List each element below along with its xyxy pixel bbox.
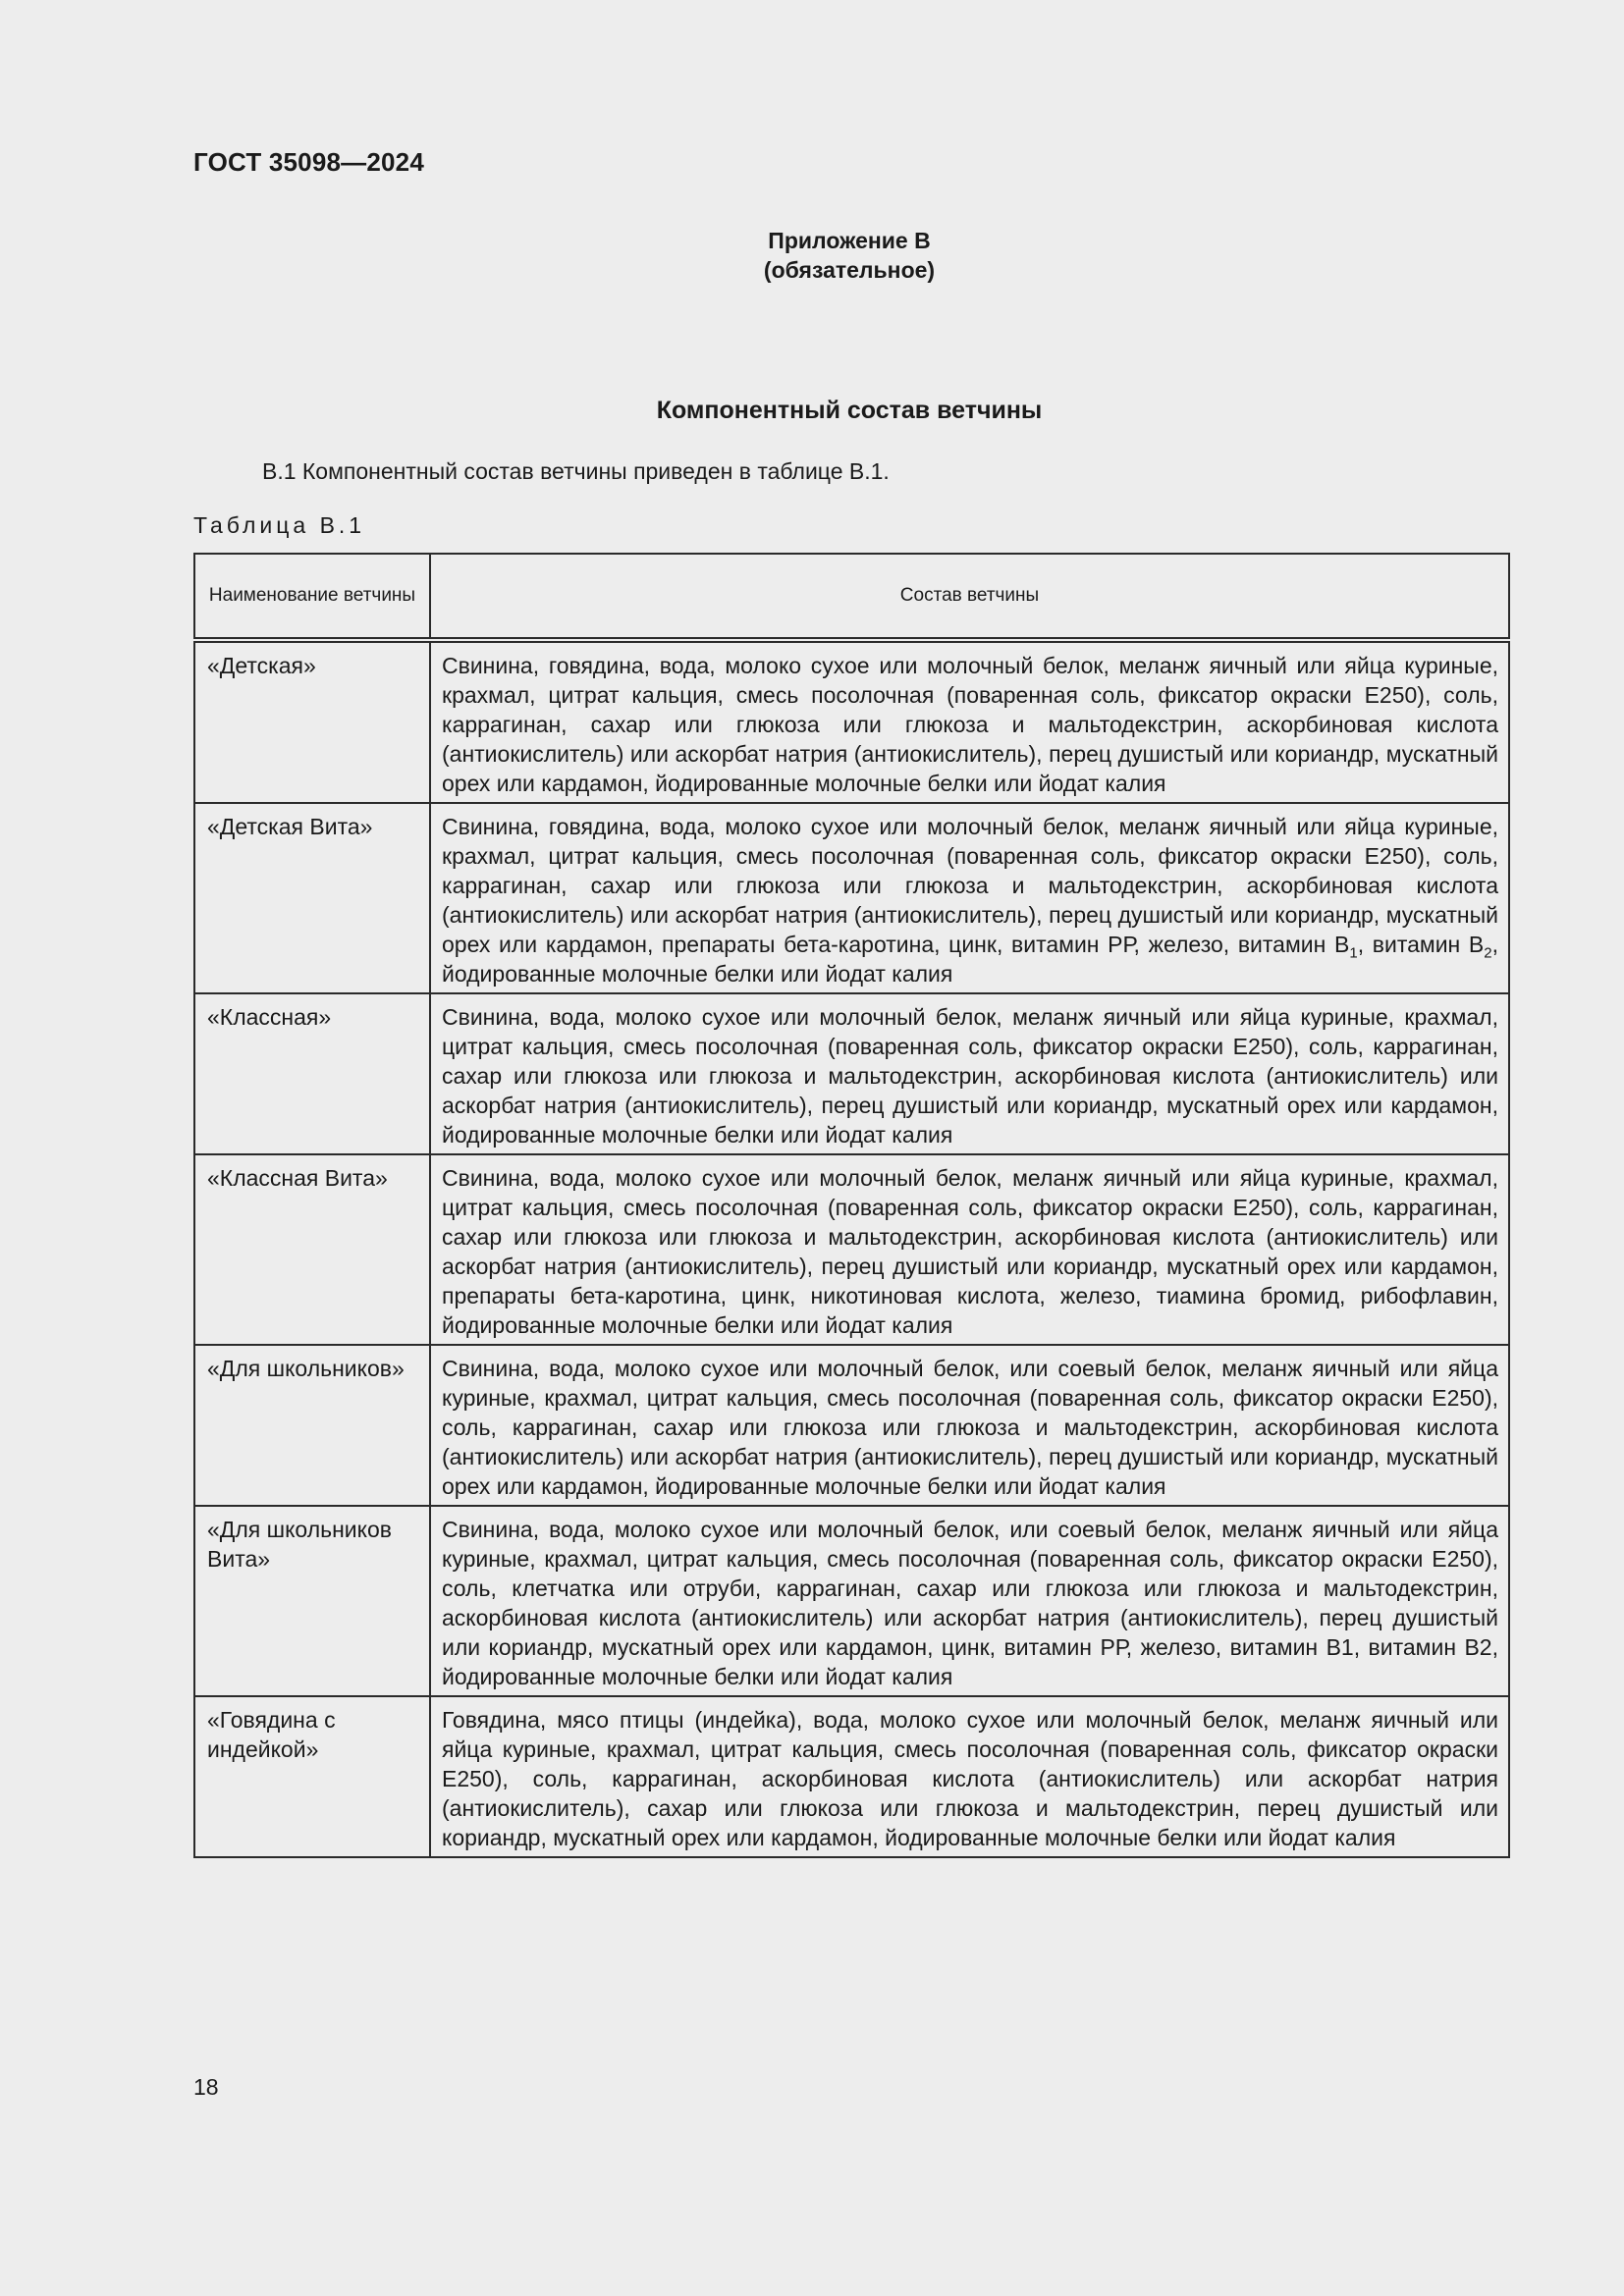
composition-table <box>193 553 1510 1858</box>
section-title: Компонентный состав ветчины <box>656 397 1043 424</box>
table-row <box>194 993 1509 1154</box>
ham-composition: Свинина, вода, молоко сухое или молочный белок, или соевый белок, меланж яичный или яйца куриные, крахмал, цитрат кальция, смесь посолочная (поваренная соль, фиксатор окраски Е250), соль, клетчатка или отруби, каррагинан, сахар или глюкоза или глюкоза и мальтодекстрин, аскорбиновая кислота (антиокислитель) или аскорбат натрия (антиокислитель), перец душистый или кориандр, мускатный орех или кардамон, цинк, витамин РР, железо, витамин В1, витамин В2, йодированные молочные белки или йодат калия <box>430 1506 1509 1696</box>
ham-name: «Классная Вита» <box>194 1154 430 1345</box>
ham-composition <box>430 803 1509 993</box>
appendix-status: (обязательное) <box>763 257 936 283</box>
ham-name: «Для школьников Вита» <box>194 1506 430 1696</box>
composition-part: Свинина, говядина, вода, молоко сухое или молочный белок, меланж яичный или яйца куриные, крахмал, цитрат кальция, смесь посолочная (поваренная соль, фиксатор окраски Е250), соль, каррагинан, сахар или глюкоза или глюкоза и мальтодекстрин, аскорбиновая кислота (антиокислитель) или аскорбат натрия (антиокислитель), перец душистый или кориандр, мускатный орех или кардамон, препараты бета-каротина, цинк, витамин РР, железо, витамин В <box>442 814 1498 957</box>
table-row <box>194 803 1509 993</box>
ham-composition: Свинина, вода, молоко сухое или молочный белок, меланж яичный или яйца куриные, крахмал, цитрат кальция, смесь посолочная (поваренная соль, фиксатор окраски Е250), соль, каррагинан, сахар или глюкоза или глюкоза и мальтодекстрин, аскорбиновая кислота (антиокислитель) или аскорбат натрия (антиокислитель), перец душистый или кориандр, мускатный орех или кардамон, препараты бета-каротина, цинк, никотиновая кислота, железо, тиамина бромид, рибофлавин, йодированные молочные белки или йодат калия <box>430 1154 1509 1345</box>
header-composition: Состав ветчины <box>430 554 1509 640</box>
intro-paragraph: В.1 Компонентный состав ветчины приведен в таблице В.1. <box>262 458 890 484</box>
ham-name: «Для школьников» <box>194 1345 430 1506</box>
composition-part: , йодированные молочные белки или йодат калия <box>442 932 1498 987</box>
table-header-row <box>194 554 1509 640</box>
table-row <box>194 640 1509 803</box>
table-row <box>194 1154 1509 1345</box>
ham-name: «Детская Вита» <box>194 803 430 993</box>
table-row <box>194 1506 1509 1696</box>
ham-composition: Свинина, говядина, вода, молоко сухое или молочный белок, меланж яичный или яйца куриные, крахмал, цитрат кальция, смесь посолочная (поваренная соль, фиксатор окраски Е250), соль, каррагинан, сахар или глюкоза или глюкоза и мальтодекстрин, аскорбиновая кислота (антиокислитель) или аскорбат натрия (антиокислитель), перец душистый или кориандр, мускатный орех или кардамон, йодированные молочные белки или йодат калия <box>430 640 1509 803</box>
ham-composition: Говядина, мясо птицы (индейка), вода, молоко сухое или молочный белок, меланж яичный или яйца куриные, крахмал, цитрат кальция, смесь посолочная (поваренная соль, фиксатор окраски Е250), соль, каррагинан, аскорбиновая кислота (антиокислитель) или аскорбат натрия (антиокислитель), сахар или глюкоза или глюкоза и мальтодекстрин, перец душистый или кориандр, мускатный орех или кардамон, йодированные молочные белки или йодат калия <box>430 1696 1509 1857</box>
page-number: 18 <box>193 2074 219 2100</box>
ham-composition: Свинина, вода, молоко сухое или молочный белок, меланж яичный или яйца куриные, крахмал, цитрат кальция, смесь посолочная (поваренная соль, фиксатор окраски Е250), соль, каррагинан, сахар или глюкоза или глюкоза и мальтодекстрин, аскорбиновая кислота (антиокислитель) или аскорбат натрия (антиокислитель), перец душистый или кориандр, мускатный орех или кардамон, йодированные молочные белки или йодат калия <box>430 993 1509 1154</box>
ham-name: «Детская» <box>194 640 430 803</box>
table-row <box>194 1345 1509 1506</box>
composition-part: , витамин В <box>1357 932 1485 957</box>
ham-name: «Говядина с индейкой» <box>194 1696 430 1857</box>
header-name: Наименование ветчины <box>194 554 430 640</box>
appendix-title: Приложение В <box>768 228 931 253</box>
table-row <box>194 1696 1509 1857</box>
appendix-heading <box>0 226 1624 285</box>
ham-composition: Свинина, вода, молоко сухое или молочный белок, или соевый белок, меланж яичный или яйца куриные, крахмал, цитрат кальция, смесь посолочная (поваренная соль, фиксатор окраски Е250), соль, каррагинан, сахар или глюкоза или глюкоза и мальтодекстрин, аскорбиновая кислота (антиокислитель) или аскорбат натрия (антиокислитель), перец душистый или кориандр, мускатный орех или кардамон, йодированные молочные белки или йодат калия <box>430 1345 1509 1506</box>
table-caption: Таблица В.1 <box>193 512 366 538</box>
ham-name: «Классная» <box>194 993 430 1154</box>
subscript: 2 <box>1484 944 1492 962</box>
subscript: 1 <box>1349 944 1358 962</box>
composition-table-container <box>193 553 1508 1858</box>
document-code: ГОСТ 35098—2024 <box>193 147 424 177</box>
